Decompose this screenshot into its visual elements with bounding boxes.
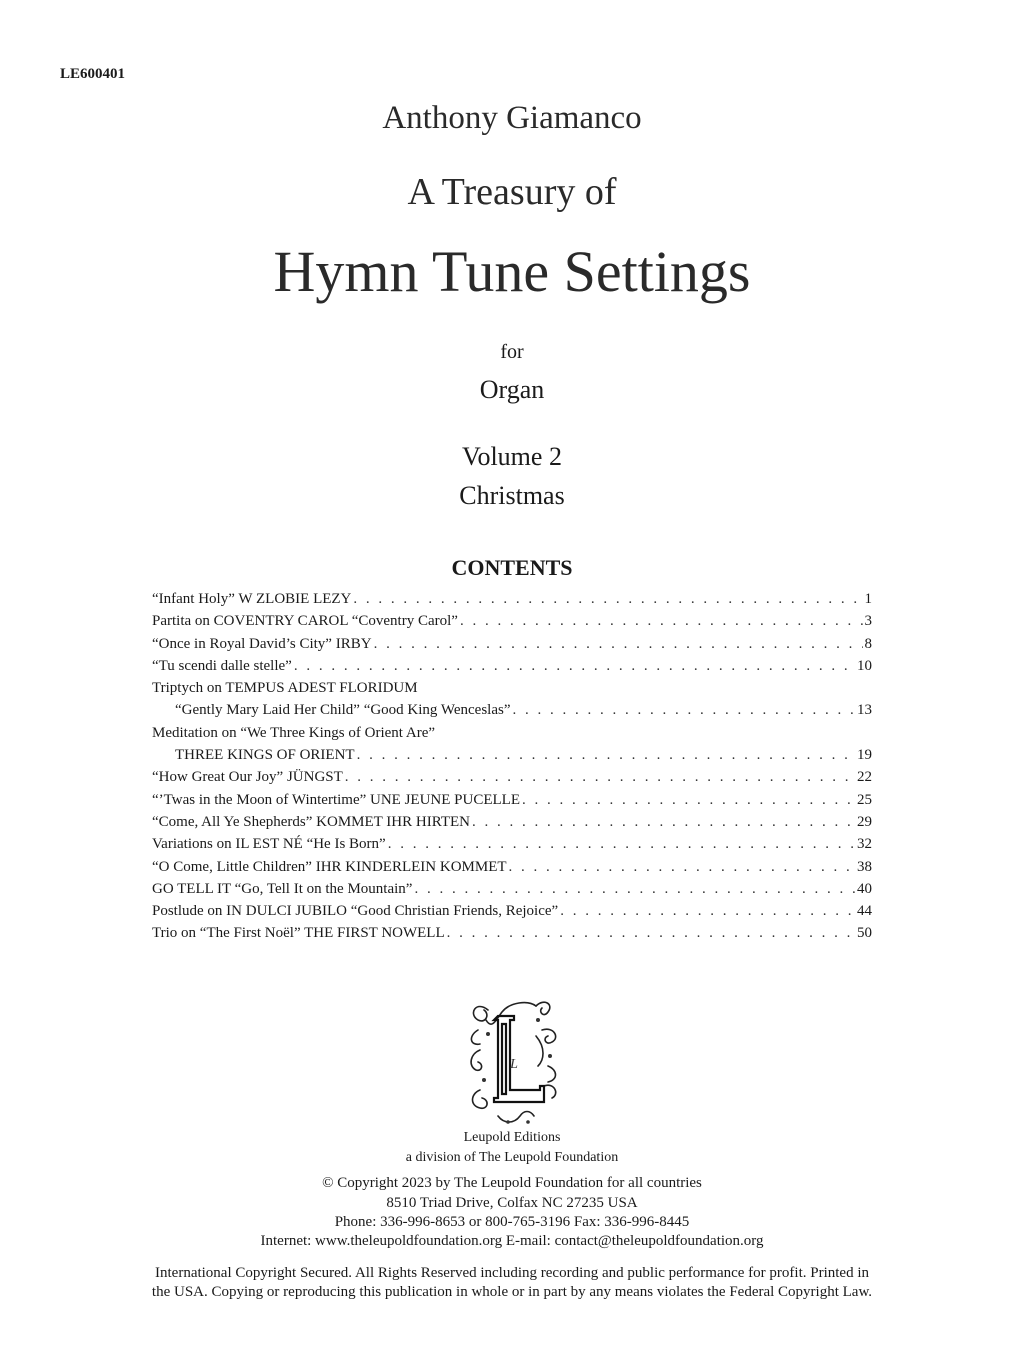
rights-notice-line2: the USA. Copying or reproducing this publication in whole or in part by any means violates the Federal Copyright Law. (151, 1284, 873, 1300)
logo-letter: L (510, 1057, 518, 1072)
toc-entry-heading (152, 722, 872, 744)
toc-entry (152, 878, 872, 900)
publisher-name: Leupold Editions (463, 1130, 561, 1145)
publisher-internet: Internet: www.theleupoldfoundation.org E-mail: contact@theleupoldfoundation.org (260, 1233, 764, 1249)
toc-entry-page: 3 (864, 613, 872, 630)
toc-entry-page: 38 (857, 858, 872, 875)
toc-leader (353, 588, 862, 610)
occasion-label: Christmas (459, 481, 565, 510)
toc-entry (152, 811, 872, 833)
toc-leader (560, 900, 855, 922)
toc-entry-heading (152, 677, 872, 699)
catalog-number: LE600401 (60, 66, 126, 82)
toc-entry (152, 833, 872, 855)
volume-label: Volume 2 (462, 442, 562, 471)
toc-entry-title: “’Twas in the Moon of Wintertime” UNE JEUNE PUCELLE (152, 791, 520, 808)
toc-entry-page: 13 (857, 702, 872, 719)
toc-leader (522, 789, 855, 811)
toc-leader (513, 699, 855, 721)
toc-leader (509, 856, 855, 878)
toc-entry-title: “Infant Holy” W ZLOBIE LEZY (152, 591, 352, 607)
toc-leader (357, 744, 855, 766)
instrument: Organ (479, 375, 545, 404)
toc-entry-title: “Come, All Ye Shepherds” KOMMET IHR HIRTEN (152, 813, 470, 830)
toc-entry-title: GO TELL IT “Go, Tell It on the Mountain” (152, 880, 413, 897)
toc-entry-title: Meditation on “We Three Kings of Orient Are” (152, 724, 436, 741)
toc-entry-title: “Once in Royal David’s City” IRBY (152, 635, 372, 652)
publisher-division: a division of The Leupold Foundation (405, 1150, 619, 1165)
toc-entry-title: “Tu scendi dalle stelle” (152, 657, 292, 674)
publisher-address: 8510 Triad Drive, Colfax NC 27235 USA (386, 1195, 638, 1211)
toc-entry-page: 8 (864, 635, 872, 652)
toc-leader (414, 878, 855, 900)
toc-entry-title: “O Come, Little Children” IHR KINDERLEIN KOMMET (152, 858, 507, 875)
toc-entry (152, 789, 872, 811)
toc-leader (447, 922, 855, 944)
toc-leader (294, 655, 855, 677)
toc-entry-page: 44 (857, 903, 872, 920)
toc-entry-title: Postlude on IN DULCI JUBILO “Good Christian Friends, Rejoice” (152, 903, 559, 920)
toc-entry-page: 1 (864, 591, 872, 607)
toc-entry-page: 29 (857, 813, 872, 830)
toc-leader (388, 833, 855, 855)
book-subtitle: A Treasury of (407, 171, 617, 213)
toc-leader (460, 610, 863, 632)
toc-leader (374, 633, 863, 655)
toc-leader (472, 811, 855, 833)
toc-entry-page: 10 (857, 657, 872, 674)
publisher-phone: Phone: 336-996-8653 or 800-765-3196 Fax: 336-996-8445 (334, 1214, 690, 1230)
toc-entry-title: “How Great Our Joy” JÜNGST (152, 769, 343, 786)
toc-entry (152, 922, 872, 944)
book-title: Hymn Tune Settings (273, 239, 751, 304)
toc-entry (152, 588, 872, 610)
toc-entry-page: 32 (857, 836, 872, 853)
toc-entry (152, 655, 872, 677)
contents-heading: CONTENTS (451, 555, 573, 580)
copyright-line: © Copyright 2023 by The Leupold Foundation for all countries (322, 1175, 702, 1191)
toc-entry-page: 50 (857, 925, 872, 942)
toc-entry (152, 766, 872, 788)
for-text: for (500, 341, 524, 363)
composer-name: Anthony Giamanco (382, 100, 642, 136)
toc-entry-title: THREE KINGS OF ORIENT (175, 747, 355, 764)
table-of-contents (152, 588, 872, 945)
toc-entry-title: Partita on COVENTRY CAROL “Coventry Carol” (152, 613, 458, 630)
toc-entry-title: Trio on “The First Noël” THE FIRST NOWELL (152, 925, 445, 942)
toc-entry (152, 900, 872, 922)
toc-leader (345, 766, 855, 788)
toc-entry-page: 25 (857, 791, 872, 808)
toc-entry (152, 699, 872, 721)
toc-entry-title: “Gently Mary Laid Her Child” “Good King Wenceslas” (175, 702, 511, 719)
toc-entry-page: 40 (857, 880, 872, 897)
rights-notice-line1: International Copyright Secured. All Rights Reserved including recording and public performance for profit. Printed in (155, 1265, 869, 1281)
toc-entry (152, 610, 872, 632)
toc-entry-page: 19 (857, 747, 872, 764)
toc-entry (152, 633, 872, 655)
leupold-logo (458, 990, 568, 1130)
toc-entry-title: Triptych on TEMPUS ADEST FLORIDUM (152, 680, 418, 697)
ornamental-l-icon (458, 990, 568, 1130)
toc-entry (152, 856, 872, 878)
toc-entry (152, 744, 872, 766)
toc-entry-title: Variations on IL EST NÉ “He Is Born” (152, 836, 386, 853)
toc-entry-page: 22 (857, 769, 872, 786)
